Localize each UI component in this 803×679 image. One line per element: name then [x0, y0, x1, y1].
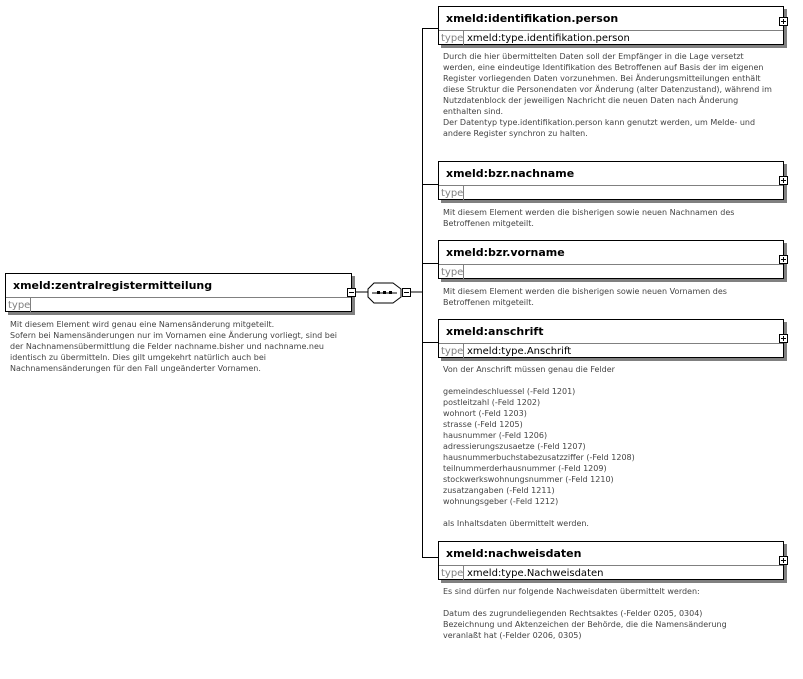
child-element-box[interactable]: [438, 240, 784, 279]
child-expand-icon[interactable]: [779, 255, 788, 264]
child-expand-icon[interactable]: [779, 176, 788, 185]
child-type-row: [439, 265, 783, 280]
child-element-box[interactable]: [438, 161, 784, 200]
root-description: Mit diesem Element wird genau eine Namensänderung mitgeteilt. Sofern bei Namensänderungen nur im Vornamen eine Änderung vorliegt, sind bei der Nachnamensübermittlung die Felder nachname.bisher und nachname.neu identisch zu übermitteln. Dies gilt umgekehrt natürlich auch bei Nachnamensänderungen für den Fall ungeänderter Vornamen.: [10, 320, 337, 373]
root-element-title: xmeld:zentralregistermitteilung: [6, 274, 351, 298]
child-type-label: type: [441, 33, 464, 44]
child-type-row: [439, 31, 783, 46]
child-expand-icon[interactable]: [779, 334, 788, 343]
root-element-box[interactable]: [5, 273, 352, 312]
child-type-label: type: [441, 267, 464, 278]
child-type-value: xmeld:type.identifikation.person: [467, 33, 630, 44]
root-collapse-icon[interactable]: [347, 288, 356, 297]
child-type-value: [464, 265, 467, 280]
child-type-row: [439, 344, 783, 359]
child-type-row: [439, 186, 783, 201]
child-description: Durch die hier übermittelten Daten soll der Empfänger in die Lage versetzt werden, eine eindeutige Identifikation des Betroffenen auf Basis der im eigenen Register vorliegenden Daten vorzunehmen. Bei Änderungsmitteilungen enthält diese Struktur die Personendaten vor Änderung (alter Datenzustand), während im Nutzdatenblock der jeweiligen Nachricht die neuen Daten nach Änderung enthalten sind. Der Datentyp type.identifikation.person kann genutzt werden, um Melde- und andere Register synchron zu halten.: [443, 52, 772, 138]
sequence-icon[interactable]: [368, 283, 401, 303]
child-element-title: xmeld:nachweisdaten: [439, 542, 783, 566]
root-type-row: [6, 298, 351, 313]
child-description: Mit diesem Element werden die bisherigen sowie neuen Nachnamen des Betroffenen mitgeteilt.: [443, 208, 735, 228]
child-description: Es sind dürfen nur folgende Nachweisdaten übermittelt werden: Datum des zugrundeliegenden Rechtsaktes (-Felder 0205, 0304) Bezeichnung und Aktenzeichen der Behörde, die die Namensänderung veranlaßt hat (-Felder 0206, 0305): [443, 587, 727, 640]
child-type-label: type: [441, 346, 464, 357]
child-element-box[interactable]: [438, 319, 784, 358]
child-element-box[interactable]: [438, 541, 784, 580]
child-element-box[interactable]: [438, 6, 784, 45]
root-type-label: type: [8, 300, 31, 311]
child-element-title: xmeld:bzr.nachname: [439, 162, 783, 186]
child-type-label: type: [441, 568, 464, 579]
child-type-value: xmeld:type.Nachweisdaten: [467, 568, 604, 579]
child-type-value: [464, 186, 467, 201]
child-element-title: xmeld:anschrift: [439, 320, 783, 344]
child-element-title: xmeld:identifikation.person: [439, 7, 783, 31]
sequence-collapse-icon[interactable]: [402, 288, 411, 297]
child-expand-icon[interactable]: [779, 556, 788, 565]
root-type-value: [31, 298, 34, 313]
child-description: Mit diesem Element werden die bisherigen sowie neuen Vornamen des Betroffenen mitgeteilt.: [443, 287, 727, 307]
child-description: Von der Anschrift müssen genau die Felder gemeindeschluessel (-Feld 1201) postleitzahl (-Feld 1202) wohnort (-Feld 1203) strasse (-Feld 1205) hausnummer (-Feld 1206) adressierungszusaetze (-Feld 1207) hausnummerbuchstabezusatzziffer (-Feld 1208) teilnummerderhausnummer (-Feld 1209) stockwerkswohnungsnummer (-Feld 1210) zusatzangaben (-Feld 1211) wohnungsgeber (-Feld 1212) als Inhaltsdaten übermittelt werden.: [443, 365, 635, 528]
child-element-title: xmeld:bzr.vorname: [439, 241, 783, 265]
child-expand-icon[interactable]: [779, 17, 788, 26]
child-type-row: [439, 566, 783, 581]
child-type-value: xmeld:type.Anschrift: [467, 346, 572, 357]
child-type-label: type: [441, 188, 464, 199]
